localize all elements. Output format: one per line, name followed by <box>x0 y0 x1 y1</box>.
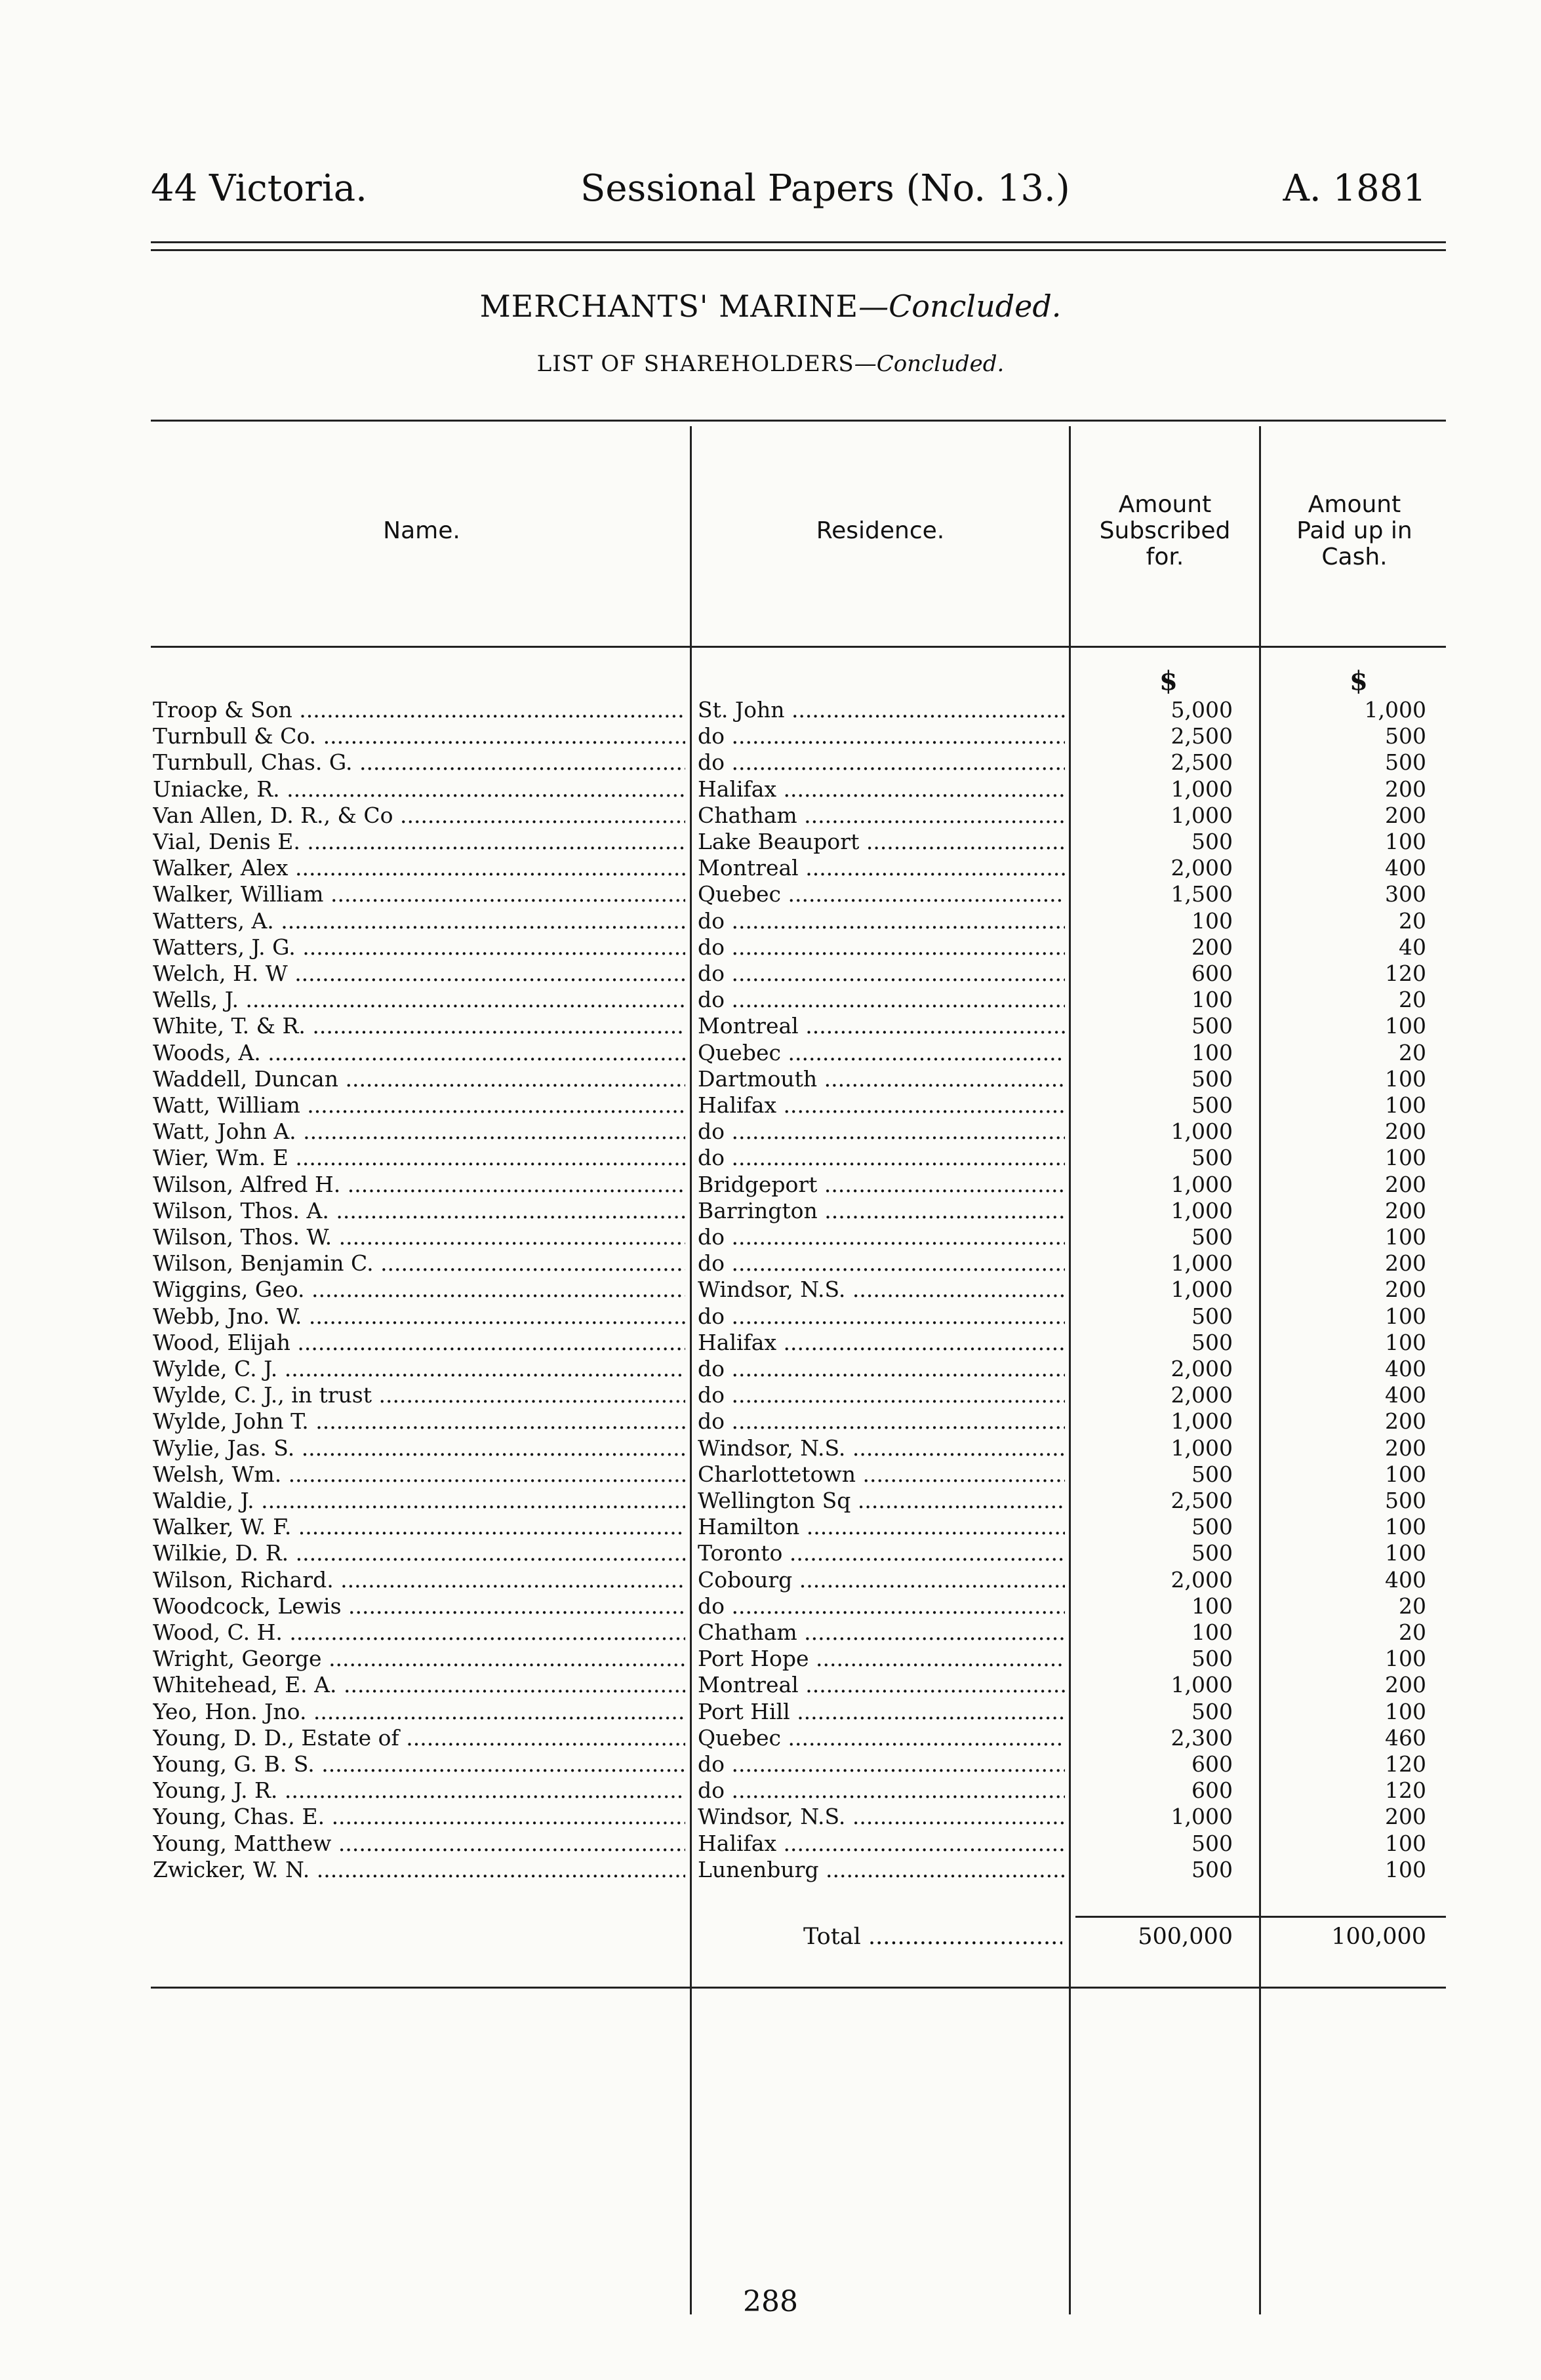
shareholder-name: Young, Matthew ..... <box>153 1831 685 1857</box>
amount-paid: 100 <box>1385 1540 1426 1566</box>
shareholder-residence: do ..... <box>698 987 1065 1013</box>
table-row <box>0 1435 1541 1461</box>
table-row <box>0 803 1541 829</box>
table-row <box>0 1224 1541 1250</box>
shareholder-name: Walker, W. F. ..... <box>153 1514 685 1540</box>
table-title <box>0 288 1541 324</box>
amount-subscribed: 1,000 <box>1171 1119 1233 1145</box>
shareholder-name: Woodcock, Lewis ..... <box>153 1593 685 1619</box>
amount-subscribed: 2,500 <box>1171 749 1233 776</box>
amount-subscribed: 1,500 <box>1171 881 1233 907</box>
shareholder-name: Whitehead, E. A. ..... <box>153 1672 685 1698</box>
shareholder-residence: Hamilton ..... <box>698 1514 1065 1540</box>
shareholder-residence: Montreal ..... <box>698 855 1065 881</box>
shareholder-name: Wiggins, Geo. ..... <box>153 1277 685 1303</box>
col-header-subscribed-line1: Amount <box>1118 491 1212 518</box>
table-row <box>0 1356 1541 1382</box>
amount-subscribed: 500 <box>1191 1013 1233 1039</box>
amount-subscribed: 200 <box>1191 934 1233 960</box>
table-row <box>0 1277 1541 1303</box>
table-row <box>0 1408 1541 1435</box>
subtitle-suffix: —Concluded. <box>854 351 1005 377</box>
amount-subscribed: 2,000 <box>1171 1356 1233 1381</box>
amount-paid: 20 <box>1399 1593 1426 1619</box>
table-row <box>0 829 1541 855</box>
amount-subscribed: 100 <box>1191 987 1233 1013</box>
shareholder-name: Young, G. B. S. ..... <box>153 1751 685 1777</box>
shareholder-residence: Lunenburg ..... <box>698 1857 1065 1883</box>
amount-paid: 100 <box>1385 1461 1426 1487</box>
shareholder-residence: Quebec ..... <box>698 881 1065 907</box>
shareholder-residence: do ..... <box>698 1145 1065 1171</box>
table-row <box>0 1672 1541 1698</box>
total-paid: 100,000 <box>1331 1924 1426 1950</box>
col-header-name: Name. <box>383 517 460 544</box>
shareholder-residence: Quebec ..... <box>698 1725 1065 1751</box>
shareholder-residence: Port Hope ..... <box>698 1646 1065 1672</box>
table-row <box>0 1619 1541 1646</box>
col-header-paid <box>1261 492 1448 570</box>
table-row <box>0 881 1541 907</box>
shareholder-residence: do ..... <box>698 961 1065 987</box>
amount-paid: 200 <box>1385 1804 1426 1830</box>
col-header-subscribed-line3: for. <box>1146 544 1184 570</box>
shareholder-name: Uniacke, R. ..... <box>153 776 685 803</box>
table-row <box>0 697 1541 723</box>
table-row <box>0 1382 1541 1408</box>
amount-subscribed: 500 <box>1191 1830 1233 1856</box>
shareholder-residence: do ..... <box>698 1751 1065 1777</box>
shareholder-residence: Toronto ..... <box>698 1540 1065 1566</box>
amount-subscribed: 5,000 <box>1171 697 1233 723</box>
amount-paid: 100 <box>1385 1145 1426 1171</box>
table-row <box>0 1198 1541 1224</box>
header-rule-bottom <box>151 249 1446 251</box>
amount-paid: 100 <box>1385 1065 1426 1092</box>
shareholder-residence: do ..... <box>698 1303 1065 1330</box>
amount-subscribed: 500 <box>1191 1514 1233 1540</box>
shareholder-name: Wylde, C. J. ..... <box>153 1356 685 1382</box>
amount-subscribed: 1,000 <box>1171 1171 1233 1197</box>
shareholder-residence: Halifax ..... <box>698 1831 1065 1857</box>
shareholder-residence: Chatham ..... <box>698 803 1065 829</box>
col-header-paid-line3: Cash. <box>1321 544 1388 570</box>
amount-subscribed: 1,000 <box>1171 1408 1233 1435</box>
amount-subscribed: 2,000 <box>1171 855 1233 881</box>
amount-paid: 200 <box>1385 1119 1426 1145</box>
table-row <box>0 934 1541 961</box>
shareholder-name: Wilson, Thos. W. ..... <box>153 1224 685 1250</box>
amount-paid: 460 <box>1385 1724 1426 1751</box>
table-row <box>0 1172 1541 1198</box>
total-row <box>0 1922 1541 1951</box>
title-suffix: —Concluded. <box>858 288 1062 324</box>
shareholder-residence: Windsor, N.S. ..... <box>698 1277 1065 1303</box>
amount-subscribed: 500 <box>1191 1224 1233 1250</box>
shareholder-name: Young, D. D., Estate of ..... <box>153 1725 685 1751</box>
table-row <box>0 987 1541 1013</box>
amount-subscribed: 600 <box>1191 1751 1233 1777</box>
shareholder-residence: do ..... <box>698 1356 1065 1382</box>
amount-paid: 200 <box>1385 1197 1426 1223</box>
shareholder-residence: do ..... <box>698 1224 1065 1250</box>
table-row <box>0 1013 1541 1039</box>
amount-subscribed: 500 <box>1191 1092 1233 1118</box>
shareholder-name: Welch, H. W ..... <box>153 961 685 987</box>
shareholder-name: Wood, C. H. ..... <box>153 1619 685 1646</box>
col-header-residence: Residence. <box>816 517 945 544</box>
shareholder-residence: Bridgeport ..... <box>698 1172 1065 1198</box>
amount-paid: 20 <box>1399 1619 1426 1645</box>
amount-paid: 100 <box>1385 829 1426 854</box>
amount-subscribed: 1,000 <box>1171 1804 1233 1830</box>
shareholder-name: White, T. & R. ..... <box>153 1013 685 1039</box>
table-row <box>0 1699 1541 1725</box>
shareholder-residence: Montreal ..... <box>698 1672 1065 1698</box>
amount-paid: 200 <box>1385 1171 1426 1197</box>
running-header-session: 44 Victoria. <box>151 167 367 210</box>
shareholder-name: Webb, Jno. W. ..... <box>153 1303 685 1330</box>
shareholder-residence: Lake Beauport ..... <box>698 829 1065 855</box>
shareholder-name: Watt, William ..... <box>153 1092 685 1119</box>
shareholder-residence: do ..... <box>698 1408 1065 1435</box>
amount-subscribed: 2,300 <box>1171 1724 1233 1751</box>
amount-subscribed: 2,500 <box>1171 1488 1233 1513</box>
amount-paid: 200 <box>1385 776 1426 802</box>
amount-subscribed: 1,000 <box>1171 1250 1233 1277</box>
subtitle-main: LIST OF SHAREHOLDERS <box>536 351 854 377</box>
shareholder-residence: do ..... <box>698 1250 1065 1277</box>
amount-paid: 500 <box>1385 749 1426 776</box>
amount-paid: 100 <box>1385 1303 1426 1329</box>
table-row <box>0 723 1541 749</box>
shareholder-residence: Halifax ..... <box>698 1092 1065 1119</box>
shareholder-name: Wright, George ..... <box>153 1646 685 1672</box>
shareholder-residence: Halifax ..... <box>698 776 1065 803</box>
table-top-rule <box>151 420 1446 422</box>
amount-paid: 120 <box>1385 1751 1426 1777</box>
amount-subscribed: 500 <box>1191 829 1233 854</box>
table-row <box>0 1066 1541 1092</box>
amount-paid: 200 <box>1385 1250 1426 1277</box>
header-rule-top <box>151 241 1446 243</box>
shareholder-name: Yeo, Hon. Jno. ..... <box>153 1699 685 1725</box>
amount-paid: 400 <box>1385 1382 1426 1408</box>
shareholder-name: Wylde, C. J., in trust ..... <box>153 1382 685 1408</box>
amount-subscribed: 500 <box>1191 1145 1233 1171</box>
table-row <box>0 1330 1541 1356</box>
shareholder-name: Vial, Denis E. ..... <box>153 829 685 855</box>
amount-subscribed: 2,500 <box>1171 723 1233 749</box>
table-row <box>0 855 1541 881</box>
amount-paid: 500 <box>1385 1488 1426 1513</box>
amount-paid: 400 <box>1385 1566 1426 1593</box>
shareholder-name: Wylde, John T. ..... <box>153 1408 685 1435</box>
amount-paid: 100 <box>1385 1329 1426 1355</box>
amount-paid: 100 <box>1385 1856 1426 1882</box>
table-row <box>0 749 1541 776</box>
amount-subscribed: 500 <box>1191 1856 1233 1882</box>
shareholder-name: Waldie, J. ..... <box>153 1488 685 1514</box>
amount-subscribed: 600 <box>1191 1777 1233 1804</box>
table-row <box>0 961 1541 987</box>
amount-paid: 500 <box>1385 723 1426 749</box>
amount-paid: 100 <box>1385 1698 1426 1724</box>
col-header-subscribed-line2: Subscribed <box>1099 517 1231 544</box>
amount-paid: 120 <box>1385 961 1426 986</box>
amount-subscribed: 1,000 <box>1171 1277 1233 1303</box>
shareholder-residence: do ..... <box>698 723 1065 749</box>
amount-subscribed: 500 <box>1191 1303 1233 1329</box>
shareholder-residence: Montreal ..... <box>698 1013 1065 1039</box>
table-row <box>0 1488 1541 1514</box>
shareholder-name: Young, Chas. E. ..... <box>153 1804 685 1830</box>
amount-paid: 20 <box>1399 907 1426 934</box>
shareholder-name: Watters, A. ..... <box>153 908 685 934</box>
title-main: MERCHANTS' MARINE <box>479 288 859 324</box>
table-row <box>0 1804 1541 1830</box>
table-row <box>0 1593 1541 1619</box>
shareholder-name: Waddell, Duncan ..... <box>153 1066 685 1092</box>
amount-paid: 100 <box>1385 1224 1426 1250</box>
shareholder-residence: Quebec ..... <box>698 1040 1065 1066</box>
amount-subscribed: 2,000 <box>1171 1382 1233 1408</box>
running-header-papers: Sessional Papers (No. 13.) <box>580 167 1070 210</box>
unit-subscribed: $ <box>1159 665 1178 696</box>
table-row <box>0 1250 1541 1277</box>
amount-paid: 20 <box>1399 1039 1426 1065</box>
shareholder-name: Wells, J. ..... <box>153 987 685 1013</box>
amount-subscribed: 1,000 <box>1171 802 1233 828</box>
table-row <box>0 1119 1541 1145</box>
shareholder-residence: do ..... <box>698 1593 1065 1619</box>
table-bottom-rule <box>151 1987 1446 1989</box>
table-row <box>0 1145 1541 1171</box>
shareholder-name: Wood, Elijah ..... <box>153 1330 685 1356</box>
amount-paid: 200 <box>1385 802 1426 828</box>
amount-paid: 100 <box>1385 1830 1426 1856</box>
unit-paid: $ <box>1350 665 1368 696</box>
amount-subscribed: 100 <box>1191 1619 1233 1645</box>
shareholder-name: Walker, Alex ..... <box>153 855 685 881</box>
shareholder-name: Turnbull & Co. ..... <box>153 723 685 749</box>
table-row <box>0 776 1541 803</box>
amount-paid: 40 <box>1399 934 1426 960</box>
column-head-rule <box>151 646 1446 648</box>
shareholder-residence: St. John ..... <box>698 697 1065 723</box>
table-row <box>0 1092 1541 1119</box>
shareholder-residence: Cobourg ..... <box>698 1567 1065 1593</box>
shareholder-residence: do ..... <box>698 1777 1065 1804</box>
total-subscribed: 500,000 <box>1138 1924 1233 1950</box>
shareholder-name: Wylie, Jas. S. ..... <box>153 1435 685 1461</box>
shareholder-name: Watt, John A. ..... <box>153 1119 685 1145</box>
col-header-subscribed <box>1071 492 1259 570</box>
amount-subscribed: 1,000 <box>1171 776 1233 802</box>
shareholder-residence: Chatham ..... <box>698 1619 1065 1646</box>
amount-paid: 300 <box>1385 881 1426 907</box>
amount-subscribed: 500 <box>1191 1540 1233 1566</box>
shareholder-name: Wilson, Richard. ..... <box>153 1567 685 1593</box>
amount-paid: 200 <box>1385 1672 1426 1698</box>
amount-paid: 400 <box>1385 1356 1426 1381</box>
amount-subscribed: 100 <box>1191 907 1233 934</box>
amount-paid: 100 <box>1385 1092 1426 1118</box>
amount-subscribed: 2,000 <box>1171 1566 1233 1593</box>
shareholder-residence: Barrington ..... <box>698 1198 1065 1224</box>
amount-paid: 20 <box>1399 987 1426 1013</box>
amount-paid: 200 <box>1385 1277 1426 1303</box>
shareholder-name: Woods, A. ..... <box>153 1040 685 1066</box>
amount-subscribed: 1,000 <box>1171 1435 1233 1461</box>
shareholder-residence: Windsor, N.S. ..... <box>698 1435 1065 1461</box>
shareholder-residence: do ..... <box>698 749 1065 776</box>
shareholder-residence: do ..... <box>698 934 1065 961</box>
amount-subscribed: 500 <box>1191 1461 1233 1487</box>
shareholder-name: Zwicker, W. N. ..... <box>153 1857 685 1883</box>
shareholder-residence: do ..... <box>698 1119 1065 1145</box>
table-row <box>0 1831 1541 1857</box>
amount-paid: 400 <box>1385 855 1426 881</box>
table-row <box>0 1725 1541 1751</box>
amount-paid: 200 <box>1385 1435 1426 1461</box>
table-row <box>0 1567 1541 1593</box>
amount-paid: 100 <box>1385 1013 1426 1039</box>
page-number: 288 <box>743 2285 798 2318</box>
amount-paid: 100 <box>1385 1646 1426 1672</box>
shareholder-name: Wier, Wm. E ..... <box>153 1145 685 1171</box>
amount-subscribed: 500 <box>1191 1065 1233 1092</box>
shareholder-name: Walker, William ..... <box>153 881 685 907</box>
table-row <box>0 1040 1541 1066</box>
col-header-paid-line1: Amount <box>1308 491 1401 518</box>
shareholder-residence: Halifax ..... <box>698 1330 1065 1356</box>
running-header-year: A. 1881 <box>1283 167 1426 210</box>
shareholder-name: Van Allen, D. R., & Co ..... <box>153 803 685 829</box>
amount-paid: 1,000 <box>1364 697 1426 723</box>
amount-subscribed: 500 <box>1191 1698 1233 1724</box>
table-subtitle <box>0 351 1541 377</box>
total-rule <box>1075 1916 1446 1918</box>
table-row <box>0 908 1541 934</box>
amount-paid: 100 <box>1385 1514 1426 1540</box>
amount-subscribed: 600 <box>1191 961 1233 986</box>
shareholder-name: Turnbull, Chas. G. ..... <box>153 749 685 776</box>
shareholder-name: Welsh, Wm. ..... <box>153 1461 685 1488</box>
amount-subscribed: 1,000 <box>1171 1197 1233 1223</box>
table-row <box>0 1540 1541 1566</box>
shareholder-name: Wilson, Alfred H. ..... <box>153 1172 685 1198</box>
amount-paid: 120 <box>1385 1777 1426 1804</box>
amount-subscribed: 500 <box>1191 1329 1233 1355</box>
shareholder-residence: Charlottetown ..... <box>698 1461 1065 1488</box>
amount-subscribed: 100 <box>1191 1593 1233 1619</box>
table-row <box>0 1857 1541 1883</box>
table-row <box>0 1777 1541 1804</box>
table-row <box>0 1303 1541 1330</box>
table-row <box>0 1751 1541 1777</box>
shareholder-name: Wilkie, D. R. ..... <box>153 1540 685 1566</box>
shareholder-residence: Wellington Sq ..... <box>698 1488 1065 1514</box>
shareholder-residence: do ..... <box>698 908 1065 934</box>
shareholder-name: Wilson, Thos. A. ..... <box>153 1198 685 1224</box>
shareholder-name: Watters, J. G. ..... <box>153 934 685 961</box>
shareholder-name: Young, J. R. ..... <box>153 1777 685 1804</box>
shareholder-residence: Dartmouth ..... <box>698 1066 1065 1092</box>
shareholder-name: Wilson, Benjamin C. ..... <box>153 1250 685 1277</box>
table-row <box>0 1461 1541 1488</box>
shareholder-residence: Windsor, N.S. ..... <box>698 1804 1065 1830</box>
amount-subscribed: 500 <box>1191 1646 1233 1672</box>
shareholder-residence: Port Hill ..... <box>698 1699 1065 1725</box>
shareholder-residence: do ..... <box>698 1382 1065 1408</box>
amount-subscribed: 1,000 <box>1171 1672 1233 1698</box>
total-label: Total ..... <box>803 1922 1062 1951</box>
table-row <box>0 1514 1541 1540</box>
amount-subscribed: 100 <box>1191 1039 1233 1065</box>
table-row <box>0 1646 1541 1672</box>
shareholder-name: Troop & Son ..... <box>153 697 685 723</box>
col-header-paid-line2: Paid up in <box>1296 517 1412 544</box>
amount-paid: 200 <box>1385 1408 1426 1435</box>
